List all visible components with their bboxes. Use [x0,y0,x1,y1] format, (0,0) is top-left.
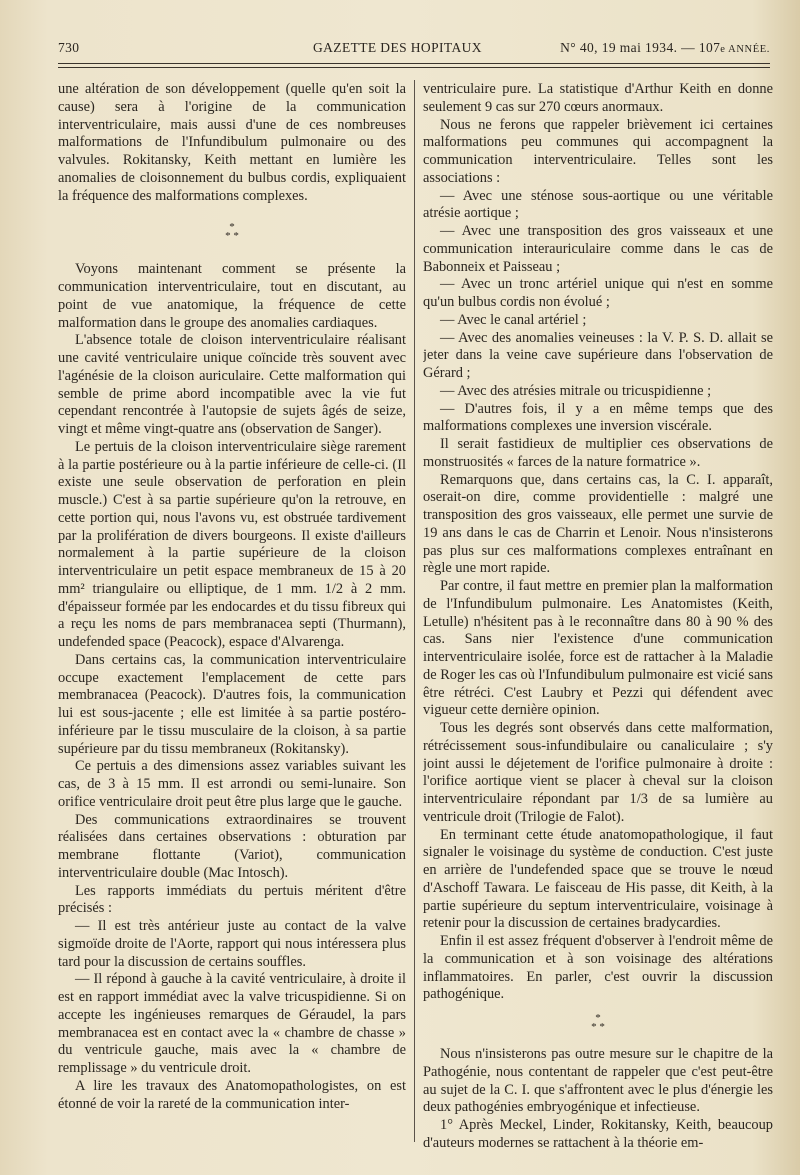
asterisk-glyphs: * * * [225,221,239,243]
paragraph: 1° Après Meckel, Linder, Rokitansky, Keith, beaucoup d'auteurs modernes se rattachent à la théorie em- [423,1117,773,1151]
section-separator-asterisks [58,223,406,241]
paragraph: — Avec des anomalies veineuses : la V. P. S. D. allait se jeter dans la veine cave supérieure dans l'observation de Gérard ; [423,329,773,381]
paragraph: Les rapports immédiats du pertuis méritent d'être précisés : [58,882,406,917]
paragraph: Tous les degrés sont observés dans cette malformation, rétrécissement sous-infundibulaire ou canaliculaire ; s'y joint aussi le déjetement de l'orifice pulmonaire à droite : l'orifice aortique vient se placer à cheval sur la cloison interventriculaire répondant par 1/3 de sa lumière au ventricule droit (Trilogie de Falot). [423,720,773,825]
paragraph: — Avec une transposition des gros vaisseaux et une communication interauriculaire comme dans le cas de Babonneix et Paisseau ; [423,223,773,275]
paragraph: — Il répond à gauche à la cavité ventriculaire, à droite il est en rapport immédiat avec la valve tricuspidienne. Si on accepte les ingénieuses remarques de Géraudel, la pars membranacea est en contact avec la « chambre de chasse » du ventricule gauche, mais avec la « chambre de remplissage » du ventricule droit. [58,971,406,1076]
year-suffix: e ANNÉE. [720,44,770,55]
paragraph: ventriculaire pure. La statistique d'Arthur Keith en donne seulement 9 cas sur 270 cœurs anormaux. [423,81,773,115]
paragraph: Nous n'insisterons pas outre mesure sur le chapitre de la Pathogénie, nous contentant de rappeler que c'est peut-être au sujet de la C. I. que s'affrontent avec le plus d'énergie les deux pathogénies embryogénique et infectieuse. [423,1046,773,1116]
paragraph: — D'autres fois, il y a en même temps que des malformations complexes une inversion viscérale. [423,400,773,435]
paragraph: Il serait fastidieux de multiplier ces observations de monstruosités « farces de la nature formatrice ». [423,436,773,470]
left-column [58,81,406,1156]
paragraph: — Avec des atrésies mitrale ou tricuspidienne ; [440,382,712,399]
paragraph: — Avec une sténose sous-aortique ou une véritable atrésie aortique ; [423,187,773,222]
paragraph: — Avec un tronc artériel unique qui n'est en somme qu'un bulbus cordis non évolué ; [423,276,773,310]
asterisk-glyphs: * * * [591,1012,605,1033]
journal-title: GAZETTE DES HOPITAUX [313,40,482,55]
section-separator-asterisks [423,1014,773,1032]
right-column [423,81,773,1156]
paragraph: A lire les travaux des Anatomopathologistes, on est étonné de voir la rareté de la communication inter- [58,1077,406,1112]
paragraph: Voyons maintenant comment se présente la communication interventriculaire, tout en discutant, au point de vue anatomique, la fréquence de cette malformation dans le groupe des anomalies cardiaques. [58,261,406,331]
paragraph: une altération de son développement (quelle qu'en soit la cause) sera à l'origine de la communication interventriculaire, mais aussi d'une de ces nombreuses malformations de l'Infundibulum pulmonaire ou des valvules. Rokitansky, Keith mettant en lumière les anomalies de cloisonnement du bulbus cordis, expliquaient la fréquence des malformations complexes. [58,81,406,204]
issue-date [560,40,770,56]
header-rule-thick [58,63,770,64]
paragraph: Enfin il est assez fréquent d'observer à l'endroit même de la communication et à son voisinage des altérations inflammatoires. En parler, c'est ouvrir la discussion pathogénique. [423,933,773,1003]
page-header [58,40,770,62]
paragraph: Par contre, il faut mettre en premier plan la malformation de l'Infundibulum pulmonaire. Les Anatomistes (Keith, Letulle) n'hésitent pas à le reconnaître dans 80 à 90 % des cas. Sans nier l'existence d'une communication interventriculaire isolée, force est de rattacher à la Maladie de Roger les cas où l'Infundibulum pulmonaire est vicié sans être rétréci. C'est Laubry et Pezzi qui défendent avec vigueur cette dernière opinion. [423,578,773,719]
paragraph: En terminant cette étude anatomopathologique, il faut signaler le voisinage du système de conduction. C'est juste en arrière de l'undefended space que se trouve le nœud d'Aschoff Tawara. Le faisceau de His passe, dit Keith, à la partie supérieure du septum interventriculaire, voisinage à retenir pour la discussion de certaines bradycardies. [423,826,773,932]
paragraph: L'absence totale de cloison interventriculaire réalisant une cavité ventriculaire unique coïncide très souvent avec l'agénésie de la cloison auriculaire. Cette malformation qui semble de prime abord incompatible avec la vie fut cependant rencontrée à l'autopsie de sujets âgés de seize, vingt et même vingt-quatre ans (observation de Sanger). [58,332,406,437]
issue-date-text: N° 40, 19 mai 1934. — 107 [560,40,721,55]
paragraph: — Avec le canal artériel ; [440,311,587,328]
column-divider [414,80,415,1142]
header-rule-thin [58,67,770,68]
paragraph: Dans certains cas, la communication interventriculaire occupe exactement l'emplacement de cette pars membranacea (Peacock). D'autres fois, la communication lui est sous-jacente ; elle est limitée à sa partie postéro-inférieure par le tissu musculaire de la cloison, à sa partie supérieure par du tissu membraneux (Rokitansky). [58,651,406,757]
paragraph: — Il est très antérieur juste au contact de la valve sigmoïde droite de l'Aorte, rapport qui nous intéressera plus tard pour la discussion de certains souffles. [58,918,406,970]
paragraph: Des communications extraordinaires se trouvent réalisées dans certaines observations : obturation par membrane flottante (Variot), communication interventriculaire double (Mac Intosch). [58,811,406,881]
paragraph: Le pertuis de la cloison interventriculaire siège rarement à la partie postérieure ou à la partie inférieure de celle-ci. (Il existe une seule observation de perforation en plein muscle.) C'est à sa partie supérieure qu'on la retrouve, en cette portion qui, nous l'avons vu, est obstruée tardivement par la prolifération de divers bourgeons. Il existe d'ailleurs normalement à la partie supérieure de la cloison interventriculaire un petit espace membraneux de 15 à 20 mm² triangulaire ou elliptique, de 1 mm. 1/2 à 2 mm. d'épaisseur formée par les endocardes et du tissu fibreux qui a reçu les noms de pars membranacea septi (Thurmann), undefended space (Peacock), espace d'Alvarenga. [58,438,406,650]
paragraph: Nous ne ferons que rappeler brièvement ici certaines malformations peu communes qui accompagnent la communication interventriculaire. Telles sont les associations : [423,116,773,186]
paragraph: Remarquons que, dans certains cas, la C. I. apparaît, oserait-on dire, comme providentielle : malgré une transposition des gros vaisseaux, elle permet une survie de 19 ans dans le cas de Charrin et Lenoir. Nous n'insisterons pas plus sur ces malformations complexes entraînant en règle une mort rapide. [423,471,773,577]
page-number: 730 [58,40,80,55]
paragraph: Ce pertuis a des dimensions assez variables suivant les cas, de 3 à 15 mm. Il est arrondi ou semi-lunaire. Son orifice ventriculaire droit peut être plus large que le gauche. [58,758,406,810]
